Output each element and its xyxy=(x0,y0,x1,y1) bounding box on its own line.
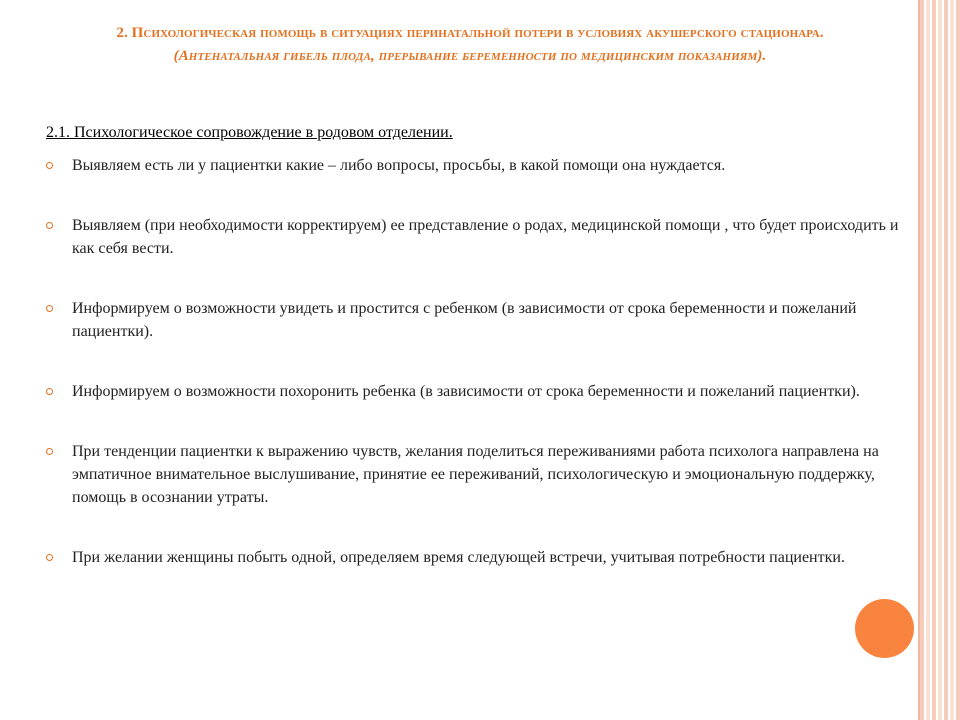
bullet-text: Выявляем (при необходимости корректируем) ее представление о родах, медицинской помощи , что будет происходить и как себя вести. xyxy=(72,217,899,257)
ring-bullet-icon xyxy=(46,222,53,229)
ring-bullet-icon xyxy=(46,162,53,169)
bullet-item xyxy=(46,154,916,177)
ring-bullet-icon xyxy=(46,448,53,455)
bullet-list xyxy=(46,154,916,606)
section-subtitle: 2.1. Психологическое сопровождение в родовом отделении. xyxy=(46,124,453,141)
bullet-item xyxy=(46,546,916,569)
bullet-text: При тенденции пациентки к выражению чувств, желания поделиться переживаниями работа психолога направлена на эмпатичное внимательное выслушивание, принятие ее переживаний, психологическую и эмоциональную поддержку, помощь в осознании утраты. xyxy=(72,443,879,506)
bullet-text: Информируем о возможности похоронить ребенка (в зависимости от срока беременности и пожеланий пациентки). xyxy=(72,383,860,400)
bullet-text: Информируем о возможности увидеть и простится с ребенком (в зависимости от срока беременности и пожеланий пациентки). xyxy=(72,300,857,340)
bullet-item xyxy=(46,440,916,509)
bullet-text: Выявляем есть ли у пациентки какие – либо вопросы, просьбы, в какой помощи она нуждается. xyxy=(72,157,726,174)
decorative-edge-line xyxy=(918,0,920,720)
ring-bullet-icon xyxy=(46,305,53,312)
bullet-item xyxy=(46,297,916,343)
slide-title-line2: (Антенатальная гибель плода, прерывание беременности по медицинским показаниям). xyxy=(173,48,767,64)
decorative-circle xyxy=(855,599,914,658)
bullet-item xyxy=(46,214,916,260)
slide-title-line1: 2. Психологическая помощь в ситуациях перинатальной потери в условиях акушерского стационара. xyxy=(116,25,824,41)
ring-bullet-icon xyxy=(46,554,53,561)
decorative-stripes xyxy=(920,0,960,720)
ring-bullet-icon xyxy=(46,388,53,395)
bullet-text: При желании женщины побыть одной, определяем время следующей встречи, учитывая потребности пациентки. xyxy=(72,549,845,566)
bullet-item xyxy=(46,380,916,403)
slide-title xyxy=(50,22,890,68)
